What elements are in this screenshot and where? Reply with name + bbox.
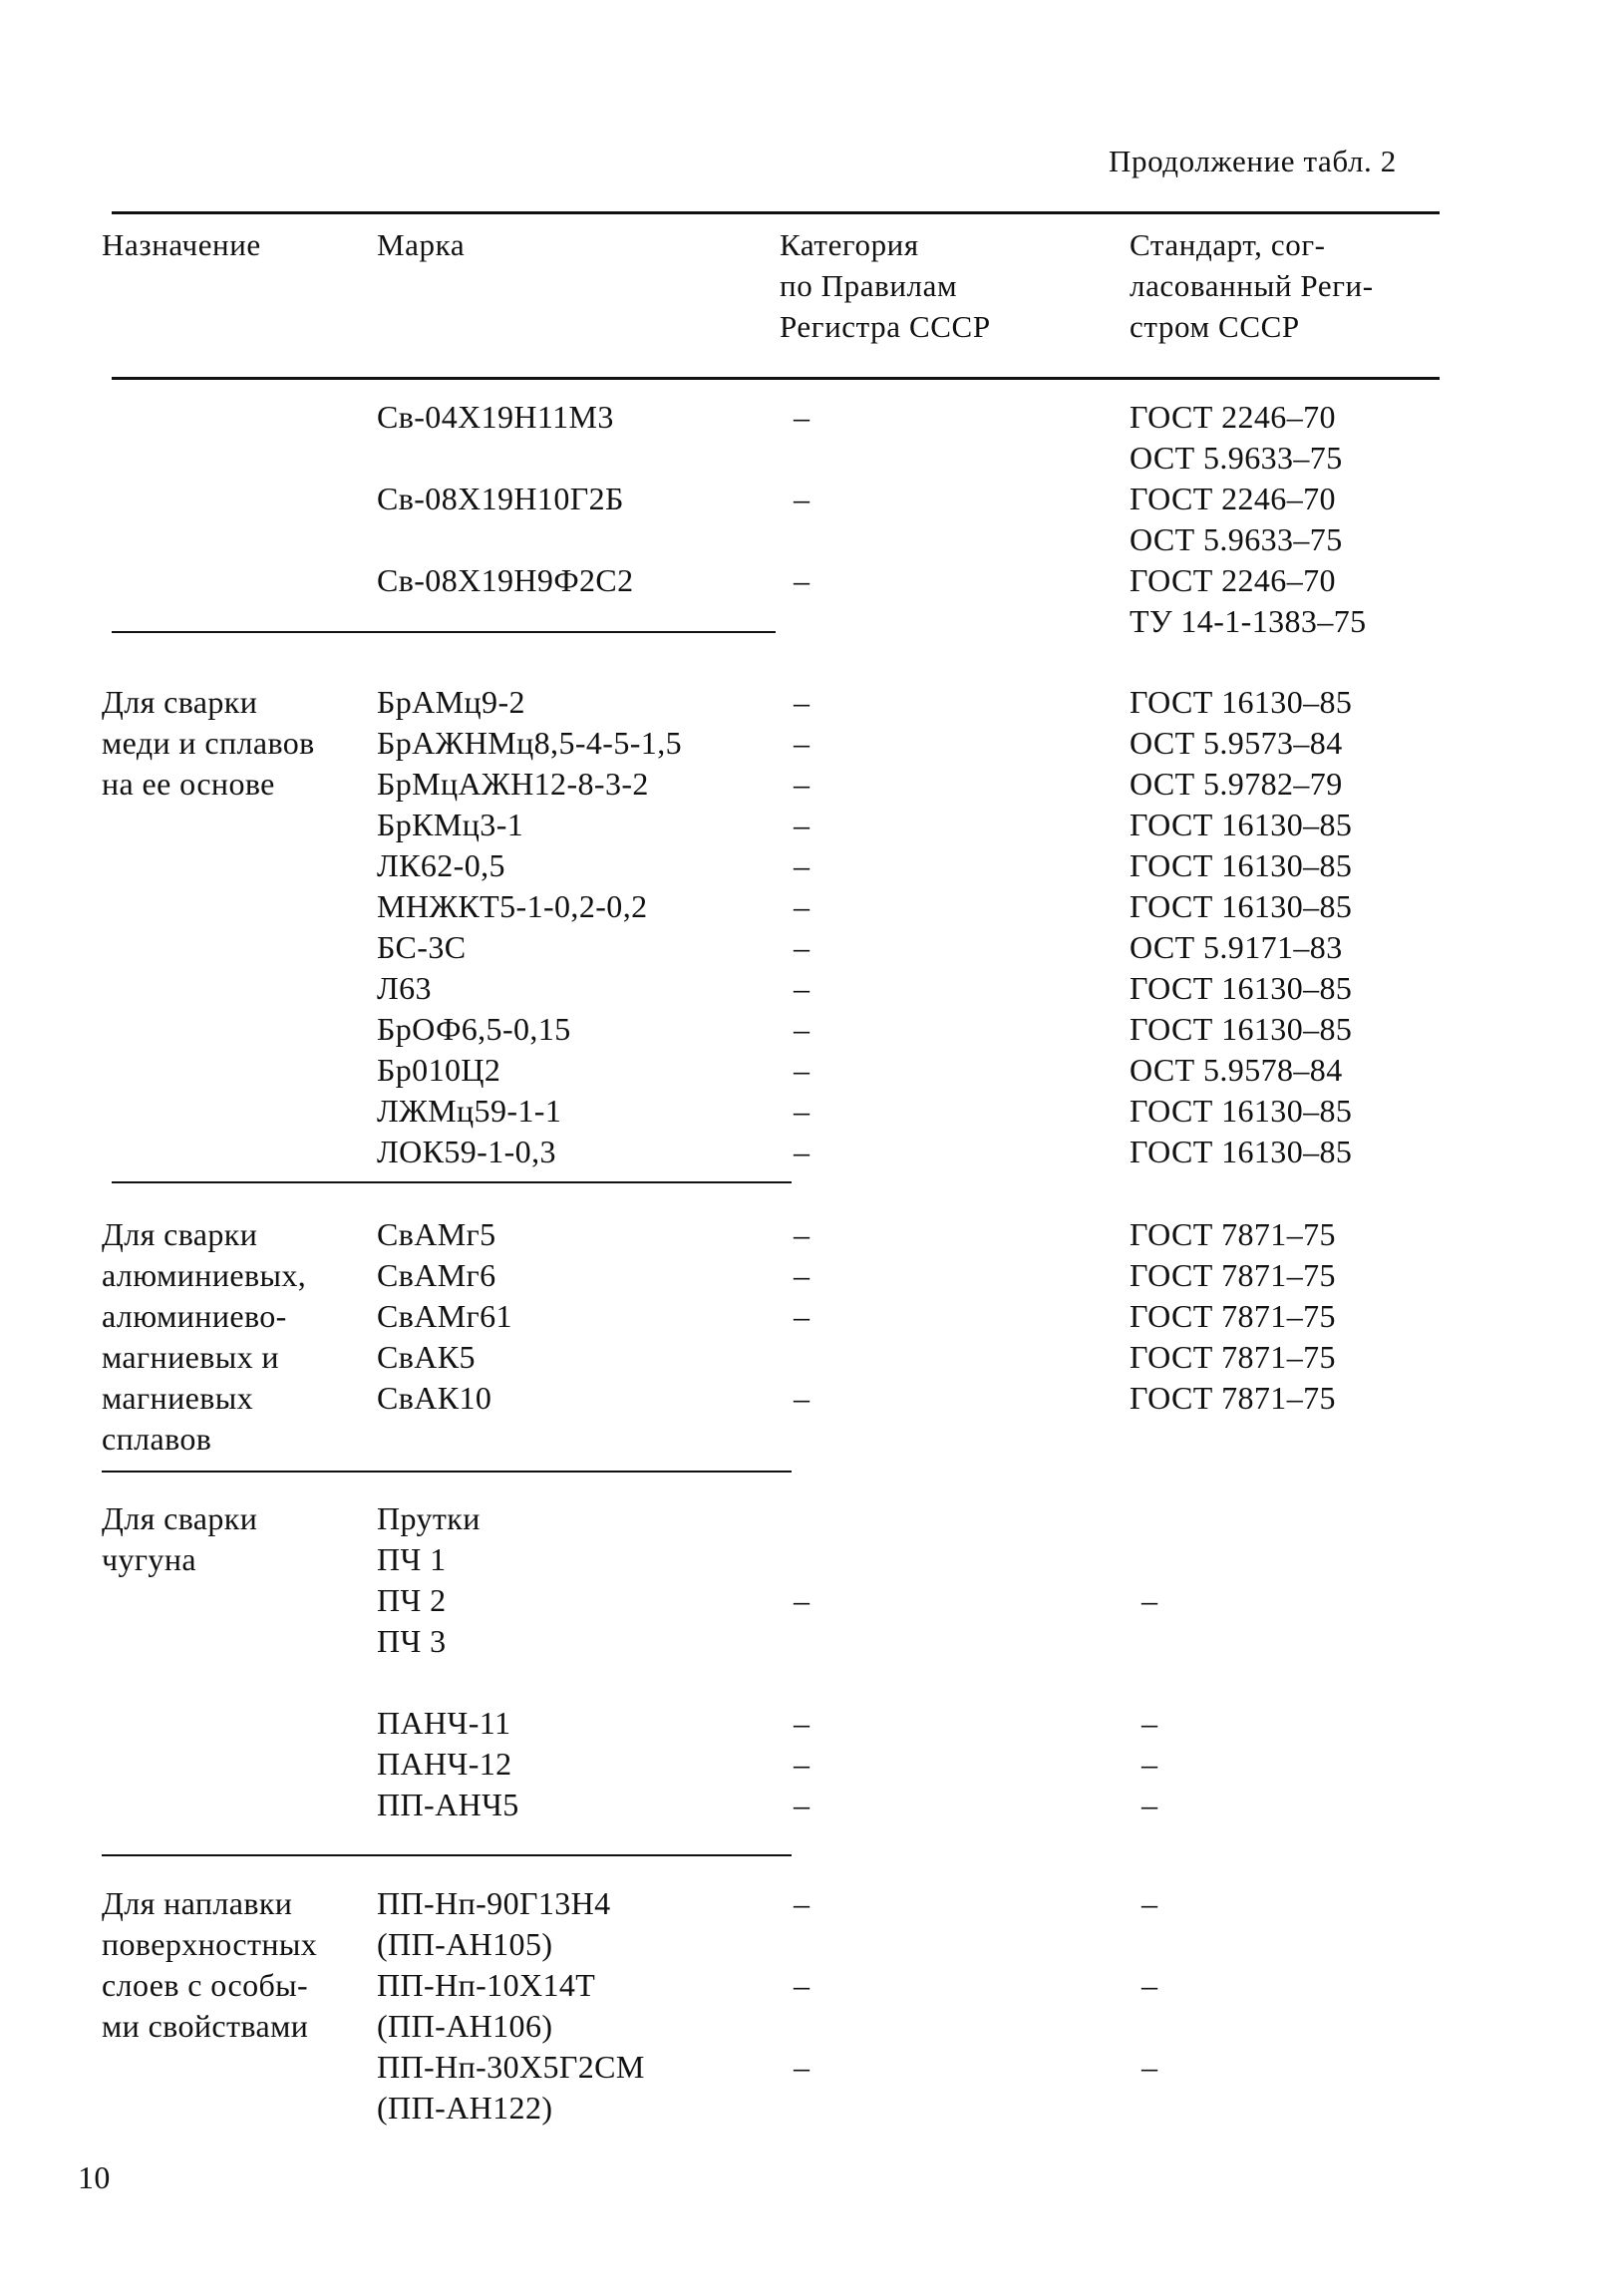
grade-cell: ПП-АНЧ5 [377, 1787, 519, 1822]
category-cell: – [794, 1885, 811, 1921]
category-cell: – [794, 684, 811, 720]
standard-cell: ГОСТ 7871–75 [1130, 1216, 1336, 1252]
column-header-purpose: Назначение [102, 227, 261, 262]
standard-cell: ГОСТ 16130–85 [1130, 847, 1353, 883]
category-cell: – [794, 1298, 811, 1334]
grade-cell: Св-08Х19Н10Г2Б [377, 481, 624, 516]
standard-cell: ТУ 14-1-1383–75 [1130, 603, 1367, 639]
standard-cell: – [1141, 2049, 1158, 2085]
purpose-cell: меди и сплавов [102, 725, 315, 761]
grade-cell: БС-3С [377, 929, 467, 965]
category-cell: – [794, 1134, 811, 1169]
category-cell: – [794, 970, 811, 1006]
category-cell: – [794, 725, 811, 761]
grade-cell: БрАЖНМц8,5-4-5-1,5 [377, 725, 683, 761]
purpose-cell: магниевых [102, 1380, 254, 1416]
standard-cell: ОСТ 5.9171–83 [1130, 929, 1343, 965]
category-cell: – [794, 1052, 811, 1088]
continuation-label: Продолжение табл. 2 [1109, 144, 1397, 178]
standard-cell: – [1141, 1967, 1158, 2003]
category-cell: – [794, 888, 811, 924]
category-cell: – [794, 847, 811, 883]
standard-cell: ГОСТ 16130–85 [1130, 1134, 1353, 1169]
standard-cell: ГОСТ 16130–85 [1130, 684, 1353, 720]
standard-cell: – [1141, 1746, 1158, 1782]
purpose-cell: алюминиево- [102, 1298, 287, 1334]
standard-cell: ГОСТ 2246–70 [1130, 481, 1336, 516]
grade-cell: ЛК62-0,5 [377, 847, 505, 883]
category-cell: – [794, 1257, 811, 1293]
category-cell: – [794, 1787, 811, 1822]
grade-cell: ЛОК59-1-0,3 [377, 1134, 556, 1169]
standard-cell: ГОСТ 16130–85 [1130, 807, 1353, 842]
column-header-category: Категория [780, 227, 919, 262]
standard-cell: ГОСТ 16130–85 [1130, 1093, 1353, 1129]
standard-cell: – [1141, 1705, 1158, 1741]
purpose-cell: сплавов [102, 1421, 212, 1457]
purpose-cell: на ее основе [102, 766, 275, 802]
column-header-category: по Правилам [780, 268, 958, 303]
purpose-cell: магниевых и [102, 1339, 279, 1375]
standard-cell: ГОСТ 16130–85 [1130, 1011, 1353, 1047]
header-top-rule [112, 211, 1440, 214]
standard-cell: ГОСТ 7871–75 [1130, 1339, 1336, 1375]
category-cell: – [794, 562, 811, 598]
purpose-cell: ми свойствами [102, 2008, 309, 2044]
grade-cell: ПП-Нп-30Х5Г2СМ [377, 2049, 645, 2085]
category-cell: – [794, 807, 811, 842]
grade-cell: ПЧ 3 [377, 1623, 447, 1659]
grade-cell: ЛЖМц59-1-1 [377, 1093, 562, 1129]
grade-cell: ПЧ 2 [377, 1582, 447, 1618]
standard-cell: – [1141, 1885, 1158, 1921]
standard-cell: ОСТ 5.9578–84 [1130, 1052, 1343, 1088]
column-header-category: Регистра СССР [780, 309, 991, 344]
grade-cell: ПЧ 1 [377, 1541, 447, 1577]
grade-cell: Св-08Х19Н9Ф2С2 [377, 562, 634, 598]
section-rule [112, 631, 776, 633]
grade-cell: БрМцАЖН12-8-3-2 [377, 766, 649, 802]
grade-cell: СвАМг6 [377, 1257, 496, 1293]
standard-cell: ГОСТ 7871–75 [1130, 1380, 1336, 1416]
category-cell: – [794, 481, 811, 516]
standard-cell: ГОСТ 16130–85 [1130, 888, 1353, 924]
category-cell: – [794, 1011, 811, 1047]
grade-cell: БрКМц3-1 [377, 807, 524, 842]
grade-cell: ПАНЧ-11 [377, 1705, 511, 1741]
grade-cell: СвАК5 [377, 1339, 476, 1375]
grade-cell: Бр010Ц2 [377, 1052, 501, 1088]
standard-cell: – [1141, 1787, 1158, 1822]
purpose-cell: Для наплавки [102, 1885, 293, 1921]
category-cell: – [794, 929, 811, 965]
standard-cell: ОСТ 5.9633–75 [1130, 440, 1343, 476]
standard-cell: ГОСТ 2246–70 [1130, 399, 1336, 435]
purpose-cell: чугуна [102, 1541, 196, 1577]
section-rule [112, 1181, 792, 1183]
standard-cell: ГОСТ 7871–75 [1130, 1257, 1336, 1293]
column-header-standard: ласованный Реги- [1130, 268, 1374, 303]
section-rule [102, 1854, 792, 1856]
column-header-standard: Стандарт, сог- [1130, 227, 1326, 262]
grade-cell: ПП-Нп-90Г13Н4 [377, 1885, 611, 1921]
grade-cell: (ПП-АН105) [377, 1926, 553, 1962]
purpose-cell: слоев с особы- [102, 1967, 309, 2003]
category-cell: – [794, 1216, 811, 1252]
purpose-cell: алюминиевых, [102, 1257, 307, 1293]
page-number: 10 [78, 2159, 111, 2195]
grade-cell: ПП-Нп-10Х14Т [377, 1967, 596, 2003]
grade-cell: СвАК10 [377, 1380, 492, 1416]
category-cell: – [794, 1093, 811, 1129]
standard-cell: ОСТ 5.9633–75 [1130, 521, 1343, 557]
purpose-cell: Для сварки [102, 1500, 258, 1536]
grade-cell: Св-04Х19Н11М3 [377, 399, 614, 435]
category-cell: – [794, 1705, 811, 1741]
header-bottom-rule [112, 377, 1440, 380]
category-cell: – [794, 1582, 811, 1618]
purpose-cell: Для сварки [102, 1216, 258, 1252]
grade-cell: (ПП-АН122) [377, 2090, 553, 2126]
category-cell: – [794, 1746, 811, 1782]
grade-cell: Л63 [377, 970, 432, 1006]
standard-cell: ГОСТ 16130–85 [1130, 970, 1353, 1006]
standard-cell: – [1141, 1582, 1158, 1618]
grade-cell: ПАНЧ-12 [377, 1746, 512, 1782]
grade-cell: СвАМг61 [377, 1298, 512, 1334]
standard-cell: ГОСТ 7871–75 [1130, 1298, 1336, 1334]
category-cell: – [794, 399, 811, 435]
purpose-cell: Для сварки [102, 684, 258, 720]
standard-cell: ОСТ 5.9573–84 [1130, 725, 1343, 761]
category-cell: – [794, 1967, 811, 2003]
grade-cell: БрОФ6,5-0,15 [377, 1011, 571, 1047]
grade-cell: СвАМг5 [377, 1216, 496, 1252]
grade-cell: (ПП-АН106) [377, 2008, 553, 2044]
grade-cell: БрАМц9-2 [377, 684, 525, 720]
purpose-cell: поверхностных [102, 1926, 318, 1962]
grade-cell: Прутки [377, 1500, 481, 1536]
section-rule [102, 1471, 792, 1473]
category-cell: – [794, 766, 811, 802]
category-cell: – [794, 1380, 811, 1416]
grade-cell: МНЖКТ5-1-0,2-0,2 [377, 888, 648, 924]
category-cell: – [794, 2049, 811, 2085]
column-header-grade: Марка [377, 227, 466, 262]
column-header-standard: стром СССР [1130, 309, 1300, 344]
standard-cell: ГОСТ 2246–70 [1130, 562, 1336, 598]
standard-cell: ОСТ 5.9782–79 [1130, 766, 1343, 802]
